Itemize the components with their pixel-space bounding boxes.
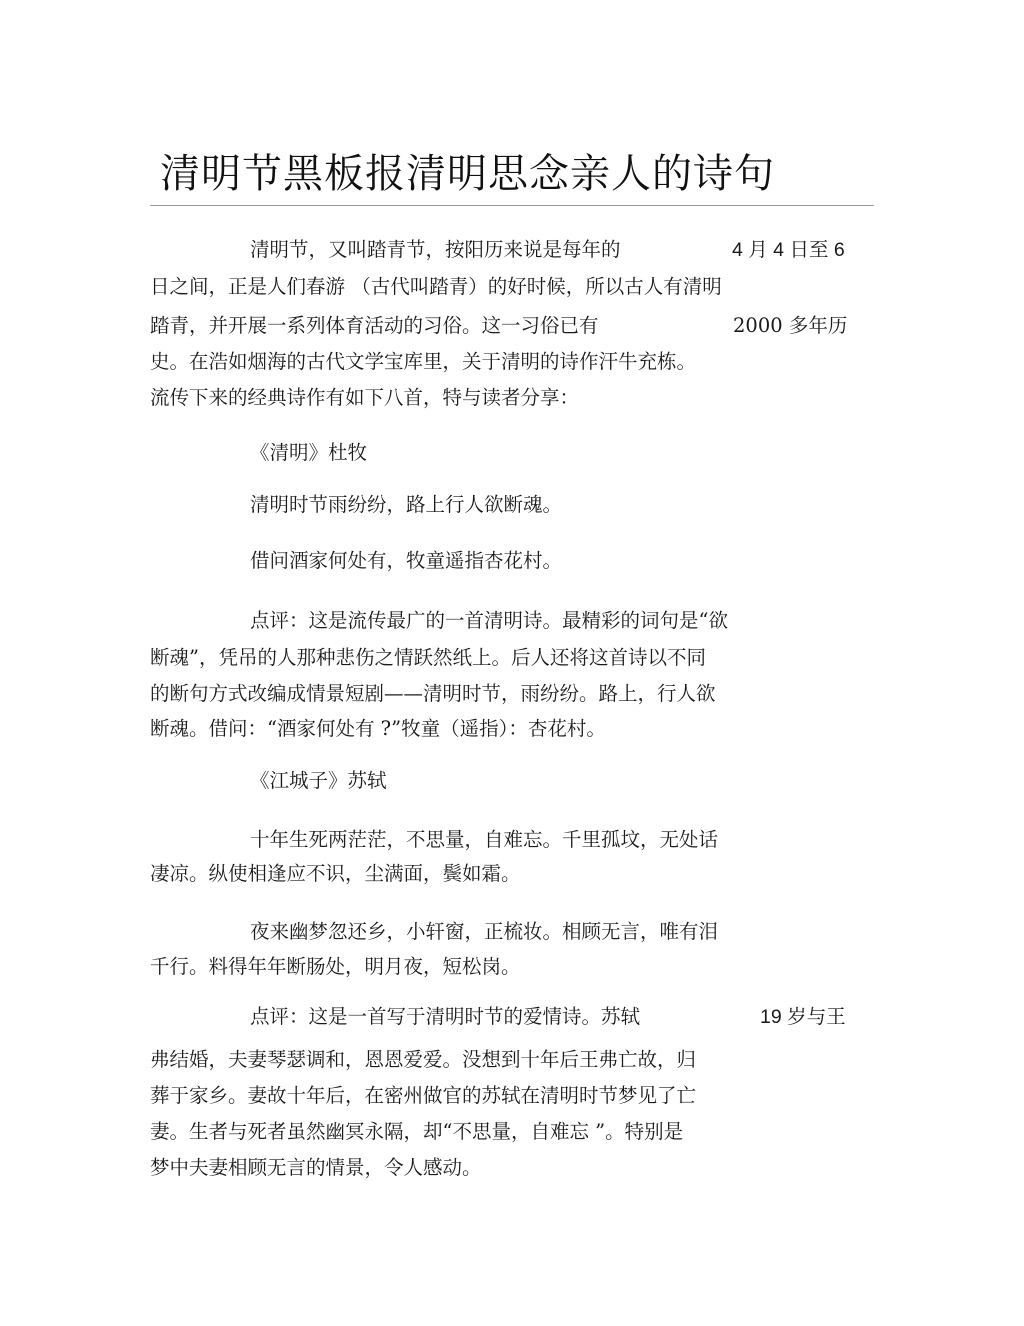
- intro-years: 2000 多年历: [733, 314, 848, 337]
- comment-line: 断魂。借问：“酒家何处有 ?”牧童（遥指）：杏花村。: [150, 717, 606, 740]
- page-title: 清明节黑板报清明思念亲人的诗句: [160, 151, 775, 197]
- poem-line: 清明时节雨纷纷，路上行人欲断魂。: [250, 493, 563, 516]
- comment-line: 断魂”，凭吊的人那种悲伤之情跃然纸上。后人还将这首诗以不同: [150, 646, 706, 669]
- comment-line: 葬于家乡。妻故十年后，在密州做官的苏轼在清明时节梦见了亡: [150, 1084, 697, 1107]
- poem-heading-jiangchengzi: 《江城子》苏轼: [250, 769, 387, 792]
- poem-line: 凄凉。纵使相逢应不识，尘满面，鬓如霜。: [150, 862, 521, 885]
- poem-heading-qingming: 《清明》杜牧: [250, 441, 368, 464]
- intro-line-5: 流传下来的经典诗作有如下八首，特与读者分享：: [150, 386, 580, 409]
- comment-line: 的断句方式改编成情景短剧——清明时节，雨纷纷。路上，行人欲: [150, 682, 716, 705]
- intro-line-2: 日之间，正是人们春游 （古代叫踏青）的好时候，所以古人有清明: [150, 275, 722, 298]
- title-divider: [150, 205, 874, 206]
- intro-line-1: 清明节，又叫踏青节，按阳历来说是每年的: [250, 238, 621, 261]
- intro-line-3: 踏青，并开展一系列体育活动的习俗。这一习俗已有: [150, 314, 599, 337]
- intro-line-4: 史。在浩如烟海的古代文学宝库里，关于清明的诗作汗牛充栋。: [150, 350, 697, 373]
- comment-line: 妻。生者与死者虽然幽冥永隔，却“不思量，自难忘 ”。特别是: [150, 1120, 684, 1143]
- poem-line: 十年生死两茫茫，不思量，自难忘。千里孤坟，无处话: [250, 828, 719, 851]
- comment-line: 点评：这是一首写于清明时节的爱情诗。苏轼: [250, 1005, 641, 1028]
- intro-date: 4 月 4 日至 6: [732, 239, 845, 261]
- poem-line: 千行。料得年年断肠处，明月夜，短松岗。: [150, 955, 521, 978]
- comment-line: 梦中夫妻相顾无言的情景，令人感动。: [150, 1156, 482, 1179]
- poem-line: 借问酒家何处有，牧童遥指杏花村。: [250, 549, 563, 572]
- comment-line: 点评：这是流传最广的一首清明诗。最精彩的词句是“欲: [250, 609, 728, 632]
- comment-line: 弗结婚，夫妻琴瑟调和，恩恩爱爱。没想到十年后王弗亡故，归: [150, 1048, 697, 1071]
- comment-age: 19 岁与王: [760, 1006, 846, 1028]
- poem-line: 夜来幽梦忽还乡，小轩窗，正梳妆。相顾无言，唯有泪: [250, 920, 719, 943]
